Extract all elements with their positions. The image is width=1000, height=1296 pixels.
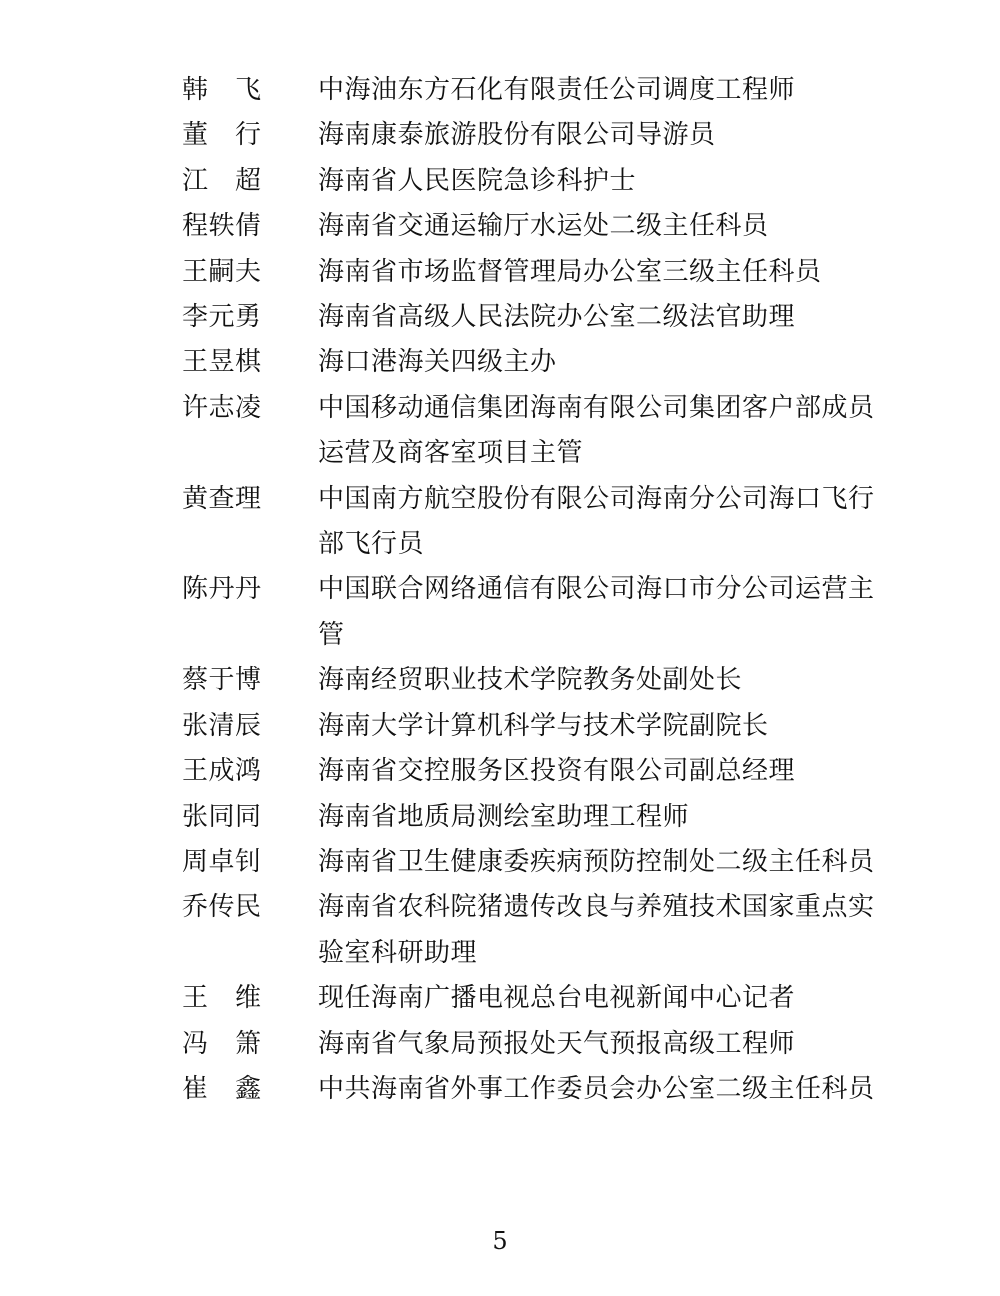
list-item [182,795,882,840]
list-item [182,159,882,204]
person-name: 冯 箫 [182,1028,262,1059]
person-name: 崔 鑫 [182,1073,262,1104]
list-item [182,68,882,113]
list-item [182,704,882,749]
list-item [182,250,882,295]
list-item [182,340,882,385]
person-position: 海南大学计算机科学与技术学院副院长 [318,710,769,741]
person-position: 中共海南省外事工作委员会办公室二级主任科员 [318,1073,875,1104]
page-number: 5 [492,1227,508,1255]
person-position: 海南省交控服务区投资有限公司副总经理 [318,756,796,787]
person-position: 中国移动通信集团海南有限公司集团客户部成员运营及商客室项目主管 [318,392,875,469]
person-position: 中国联合网络通信有限公司海口市分公司运营主管 [318,574,875,650]
list-item [182,477,882,568]
list-item [182,386,882,477]
person-name: 周卓钊 [182,846,262,877]
list-item [182,749,882,794]
person-position: 海南省市场监督管理局办公室三级主任科员 [318,256,822,287]
person-name: 蔡于博 [182,665,262,696]
person-name: 许志凌 [182,392,262,423]
person-name: 王昱棋 [182,347,262,378]
person-name: 王嗣夫 [182,256,262,287]
person-name: 黄查理 [182,483,262,514]
person-name: 陈丹丹 [182,574,262,605]
list-item [182,1067,882,1112]
person-position: 海南省气象局预报处天气预报高级工程师 [318,1028,796,1059]
list-item [182,658,882,703]
person-position: 中国南方航空股份有限公司海南分公司海口飞行部飞行员 [318,483,875,560]
list-item [182,976,882,1021]
list-item [182,567,882,658]
list-item [182,204,882,249]
person-position: 海南省高级人民法院办公室二级法官助理 [318,302,796,333]
list-item [182,1022,882,1067]
person-position: 海南康泰旅游股份有限公司导游员 [318,120,716,151]
person-position: 现任海南广播电视总台电视新闻中心记者 [318,983,796,1014]
person-name: 程轶倩 [182,211,262,242]
list-item [182,295,882,340]
person-position: 海南省交通运输厅水运处二级主任科员 [318,211,769,242]
person-name: 张清辰 [182,710,262,741]
person-name: 乔传民 [182,892,262,923]
person-name: 王成鸿 [182,756,262,787]
person-name: 张同同 [182,801,262,832]
person-name: 江 超 [182,165,262,196]
person-name: 李元勇 [182,302,262,333]
person-position: 中海油东方石化有限责任公司调度工程师 [318,75,796,105]
person-name: 董 行 [182,120,262,151]
person-position: 海南省卫生健康委疾病预防控制处二级主任科员 [318,846,875,877]
person-position: 海南经贸职业技术学院教务处副处长 [318,665,743,696]
person-name: 韩 飞 [182,75,262,105]
person-position: 海南省农科院猪遗传改良与养殖技术国家重点实验室科研助理 [318,892,875,968]
person-position: 海南省人民医院急诊科护士 [318,165,637,196]
list-item [182,113,882,158]
person-position: 海口港海关四级主办 [318,347,557,378]
personnel-list [182,68,882,1112]
list-item [182,840,882,885]
person-position: 海南省地质局测绘室助理工程师 [318,801,690,832]
list-item [182,885,882,976]
person-name: 王 维 [182,983,262,1014]
